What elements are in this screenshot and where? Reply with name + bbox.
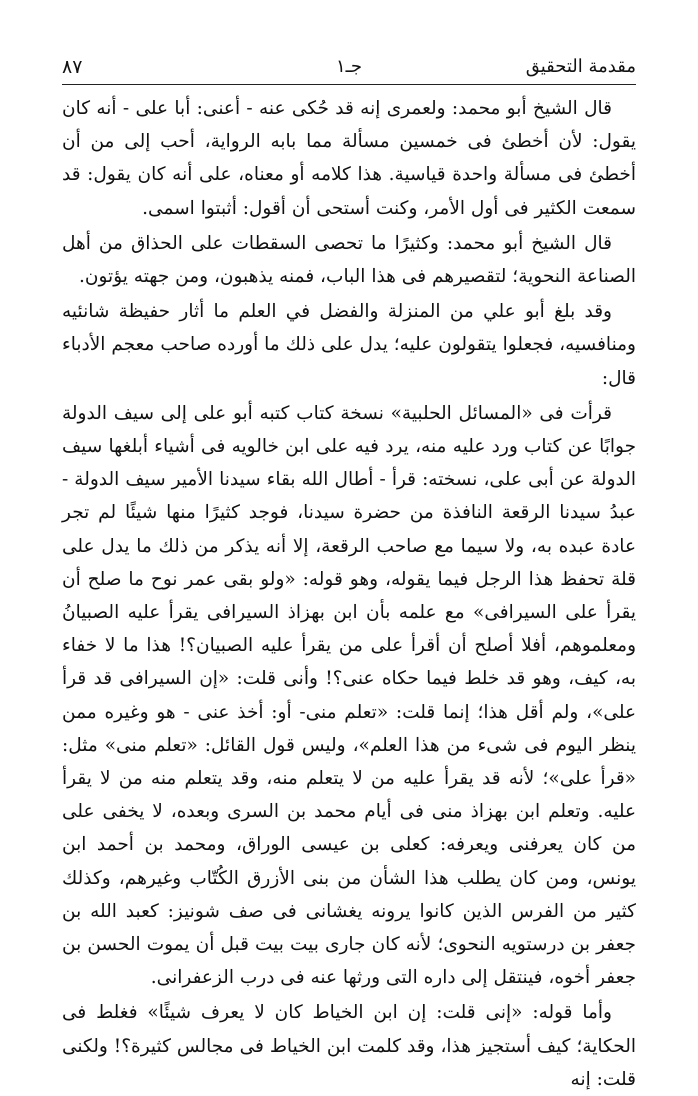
page-header	[62, 56, 636, 80]
paragraph: قال الشيخ أبو محمد: ولعمرى إنه قد حُكى عنه - أعنى: أبا على - أنه كان يقول: لأن أخطئ فى خمسين مسألة مما بابه الرواية، أحب إلى من أن أخطئ فى مسألة واحدة قياسية. هذا كلامه أو معناه، على أنه كان يقول: قد سمعت الكثير فى أول الأمر، وكنت أستحى أن أقول: أثبتوا اسمى.	[62, 98, 636, 219]
volume-label: جـ١	[335, 56, 363, 77]
paragraph: وأما قوله: «إنى قلت: إن ابن الخياط كان لا يعرف شيئًا» فغلط فى الحكاية؛ كيف أستجيز هذا، وقد كلمت ابن الخياط فى مجالس كثيرة؟! ولكنى قلت: إنه	[62, 1002, 636, 1090]
paragraph: قال الشيخ أبو محمد: وكثيرًا ما تحصى السقطات على الحذاق من أهل الصناعة النحوية؛ لتقصيرهم فى هذا الباب، فمنه يذهبون، ومن جهته يؤتون.	[62, 232, 636, 288]
page-body	[62, 92, 636, 1096]
header-rule	[62, 84, 636, 85]
page-number: ٨٧	[62, 56, 83, 78]
paragraph: وقد بلغ أبو علي من المنزلة والفضل في العلم ما أثار حفيظة شانئيه ومنافسيه، فجعلوا يتقولون عليه؛ يدل على ذلك ما أورده صاحب معجم الأدباء قال:	[62, 301, 636, 389]
chapter-title: مقدمة التحقيق	[525, 56, 636, 77]
paragraph: قرأت فى «المسائل الحلبية» نسخة كتاب كتبه أبو على إلى سيف الدولة جوابًا عن كتاب ورد عليه منه، يرد فيه على ابن خالويه فى أشياء أبلغها سيف الدولة عن أبى على، نسخته: قرأ - أطال الله بقاء سيدنا الأمير سيف الدولة - عبدُ سيدنا الرقعة النافذة من حضرة سيدنا، فوجد كثيرًا منها شيئًا لم تجر عادة عبده به، ولا سيما مع صاحب الرقعة، إلا أنه يذكر من ذلك ما يدل على قلة تحفظ هذا الرجل فيما يقوله، وهو قوله: «ولو بقى عمر نوح ما صلح أن يقرأ على السيرافى» مع علمه بأن ابن بهزاذ السيرافى يقرأ عليه الصبيانُ ومعلموهم، أفلا أصلح أن أقرأ على من يقرأ عليه الصبيان؟! هذا ما لا خفاء به، كيف، وهو قد خلط فيما حكاه عنى؟! وأنى قلت: «إن السيرافى قد قرأ على»، ولم أقل هذا؛ إنما قلت: «تعلم منى- أو: أخذ عنى - هو وغيره ممن ينظر اليوم فى شىء من هذا العلم»، وليس قول القائل: «تعلم منى» مثل: «قرأ على»؛ لأنه قد يقرأ عليه من لا يتعلم منه، وقد يتعلم منه من لا يقرأ عليه. وتعلم ابن بهزاذ منى فى أيام محمد بن السرى وبعده، لا يخفى على من كان يعرفنى ويعرفه: كعلى بن عيسى الوراق، ومحمد بن أحمد ابن يونس، ومن كان يطلب هذا الشأن من بنى الأزرق الكُتّاب وغيرهم، وكذلك كثير من الفرس الذين كانوا يرونه يغشانى فى صف شونيز: كعبد الله بن جعفر بن درستويه النحوى؛ لأنه كان جارى بيت بيت قبل أن يموت الحسن بن جعفر أخوه، فينتقل إلى داره التى ورثها عنه فى درب الزعفرانى.	[62, 402, 636, 989]
